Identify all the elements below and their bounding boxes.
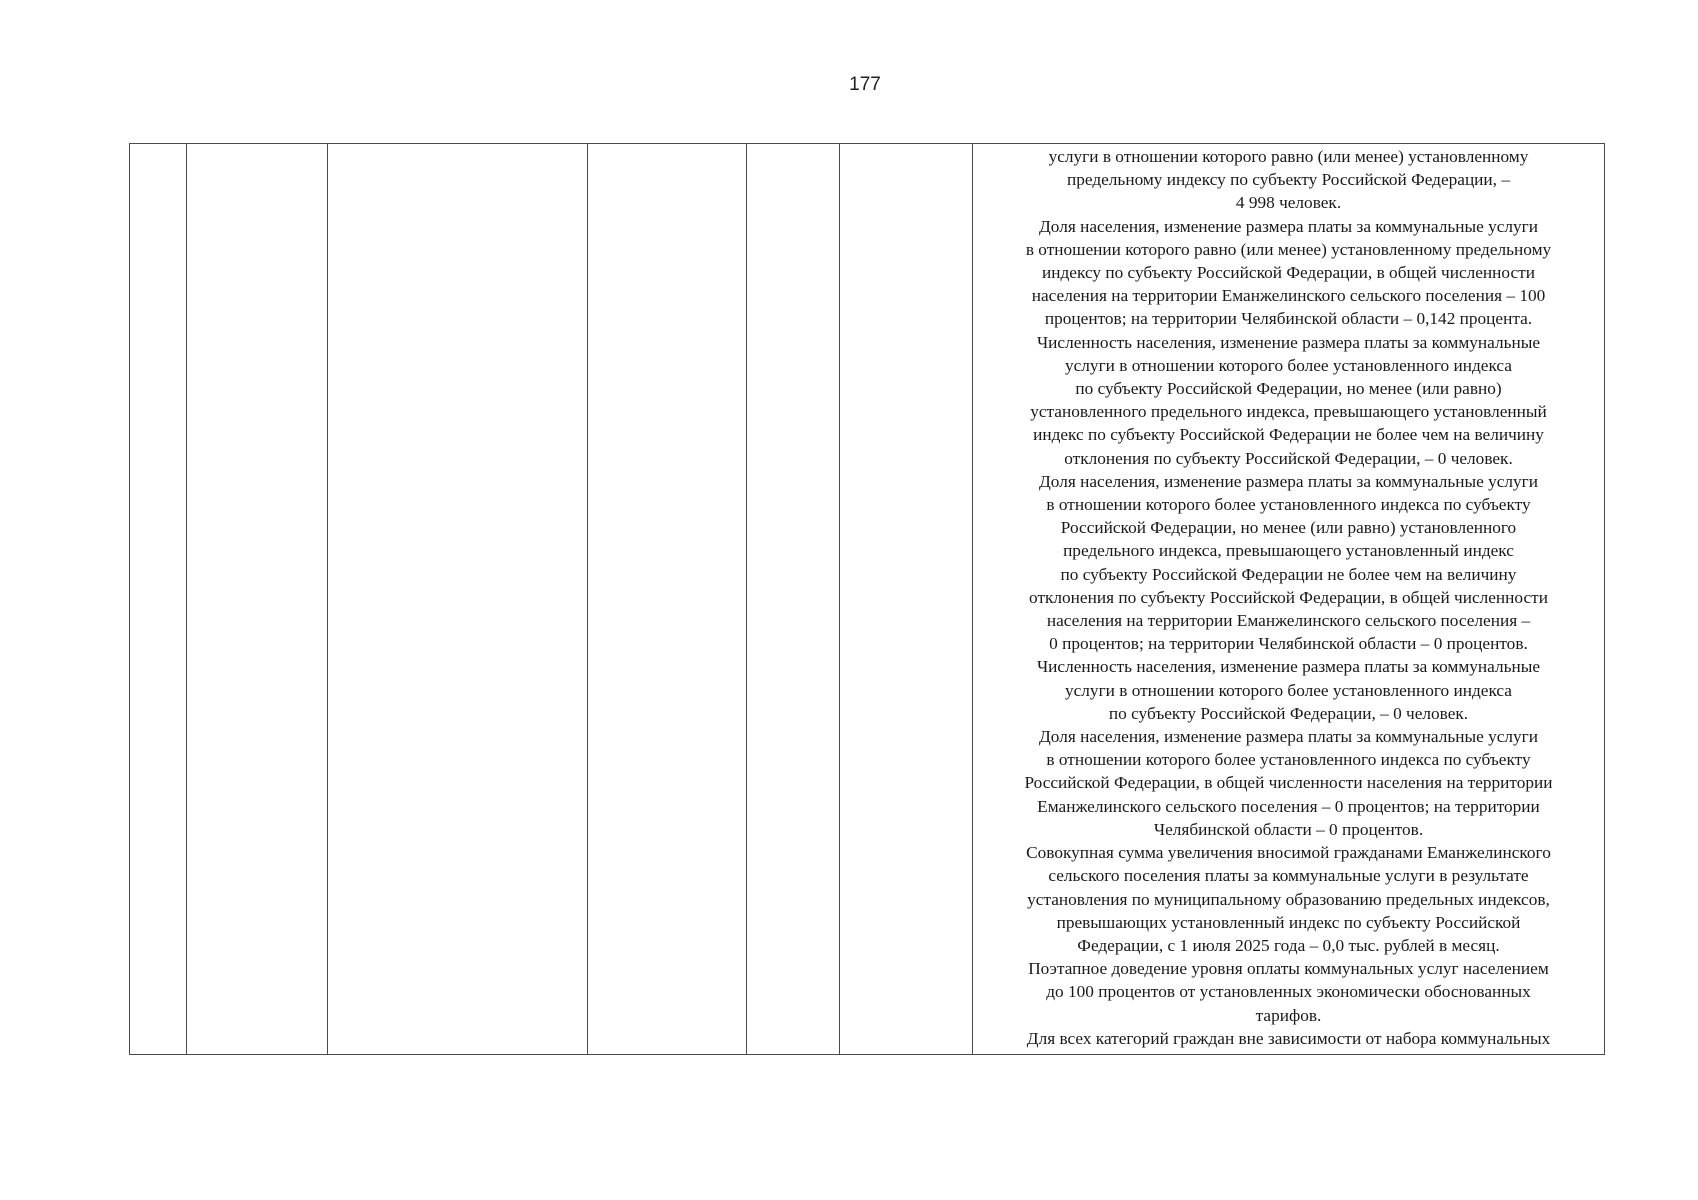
table-row (130, 144, 1605, 1055)
table-cell-col-1 (130, 144, 187, 1055)
paragraph-continuation: услуги в отношении которого равно (или менее) установленному предельному индексу по субъекту Российской Федерации, – 4 998 человек. (1048, 147, 1529, 213)
paragraph-share-equal-index: Доля населения, изменение размера платы за коммунальные услуги в отношении которого равно (или менее) установленному предельному индексу по субъекту Российской Федерации, в общей численности населения на территории Еманжелинского сельского поселения – 100 процентов; на территории Челябинской области – 0,142 процента. (1025, 216, 1552, 329)
document-table (129, 143, 1605, 1055)
paragraph-count-above-index: Численность населения, изменение размера платы за коммунальные услуги в отношении которого более установленного индекса по субъекту Российской Федерации, – 0 человек. (1036, 657, 1541, 723)
page-number: 177 (849, 74, 881, 95)
paragraph-share-within-deviation: Доля населения, изменение размера платы за коммунальные услуги в отношении которого более установленного индекса по субъекту Российской Федерации, но менее (или равно) установленного предельного индекса, превышающего установленный индекс по субъекту Российской Федерации не более чем на величину отклонения по субъекту Российской Федерации, в общей численности населения на территории Еманжелинского сельского поселения – 0 процентов; на территории Челябинской области – 0 процентов. (1029, 471, 1548, 654)
paragraph-total-increase: Совокупная сумма увеличения вносимой гражданами Еманжелинского сельского поселения платы за коммунальные услуги в результате установления по муниципальному образованию предельных индексов, превышающих установленный индекс по субъекту Российской Федерации, с 1 июля 2025 года – 0,0 тыс. рублей в месяц. (1026, 843, 1551, 955)
table-cell-col-2 (187, 144, 328, 1055)
table-cell-description (973, 144, 1605, 1055)
paragraph-share-above-index: Доля населения, изменение размера платы за коммунальные услуги в отношении которого более установленного индекса по субъекту Российской Федерации, в общей численности населения на территории Еманжелинского сельского поселения – 0 процентов; на территории Челябинской области – 0 процентов. (1024, 727, 1553, 839)
paragraph-count-within-deviation: Численность населения, изменение размера платы за коммунальные услуги в отношении которого более установленного индекса по субъекту Российской Федерации, но менее (или равно) установленного предельного индекса, превышающего установленный индекс по субъекту Российской Федерации не более чем на величину отклонения по субъекту Российской Федерации, – 0 человек. (1030, 332, 1547, 468)
paragraph-gradual-payment: Поэтапное доведение уровня оплаты коммунальных услуг населением до 100 процентов от установленных экономически обоснованных тарифов. (1028, 959, 1549, 1025)
table-cell-col-3 (328, 144, 588, 1055)
table-cell-col-5 (747, 144, 840, 1055)
table-cell-col-4 (588, 144, 747, 1055)
table-cell-col-6 (840, 144, 973, 1055)
paragraph-all-categories: Для всех категорий граждан вне зависимости от набора коммунальных (1026, 1028, 1551, 1048)
